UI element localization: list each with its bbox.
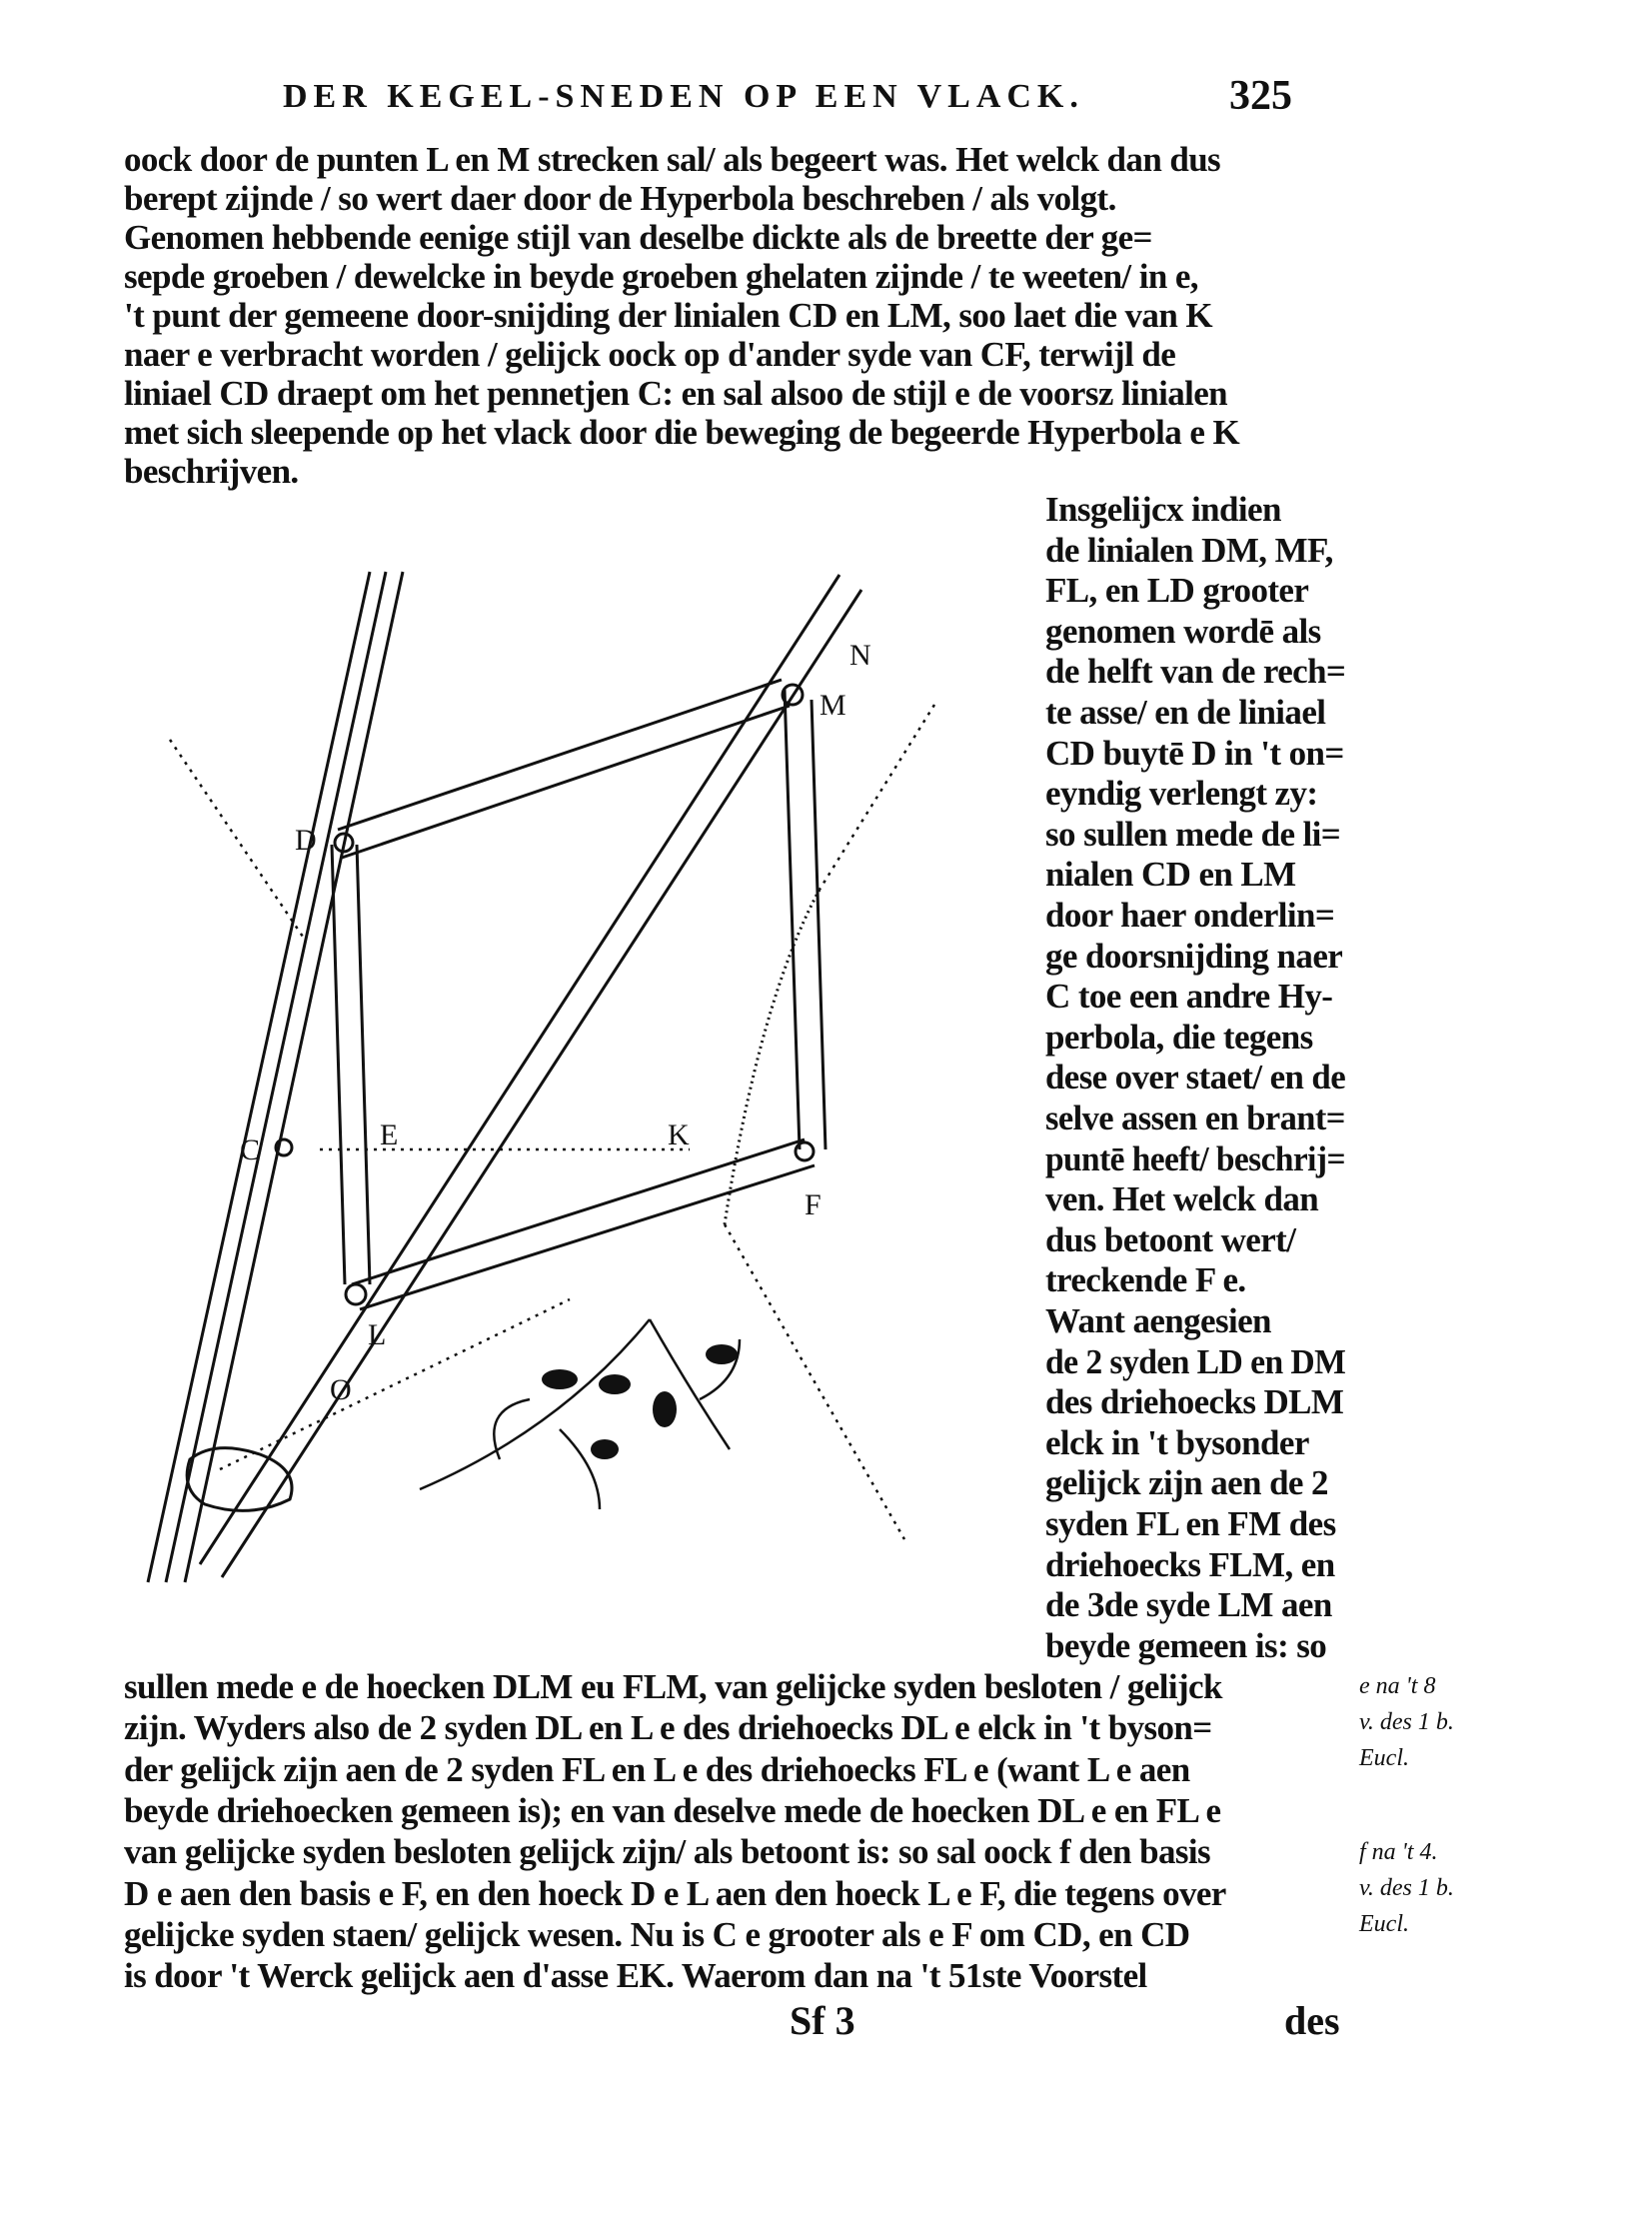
figure-label: L: [368, 1318, 387, 1351]
page-number: 325: [1229, 73, 1292, 119]
text-line: so sullen mede de li=: [1045, 814, 1341, 854]
running-title: DER KEGEL-SNEDEN OP EEN VLACK.: [283, 78, 1084, 115]
text-line: van gelijcke syden besloten gelijck zijn/ als betoont is: so sal oock f den basis: [124, 1832, 1211, 1872]
plant-ornament: [420, 1319, 740, 1509]
text-line: de linialen DM, MF,: [1045, 530, 1333, 570]
bar-dl: [332, 845, 370, 1284]
margin-note-line: v. des 1 b.: [1359, 1875, 1454, 1901]
text-line: de 2 syden LD en DM: [1045, 1341, 1346, 1381]
text-line: dese over staet/ en de: [1045, 1058, 1346, 1098]
figure-label: N: [849, 639, 871, 672]
figure-label: E: [380, 1118, 399, 1151]
text-line: puntē heeft/ beschrij=: [1045, 1138, 1345, 1178]
figure-label: C: [240, 1133, 261, 1166]
text-line: sullen mede e de hoecken DLM eu FLM, van gelijcke syden besloten / gelijck: [124, 1667, 1222, 1706]
text-line: sepde groeben / dewelcke in beyde groeben ghelaten zijnde / te weeten/ in e,: [124, 257, 1198, 296]
text-line: driehoecks FLM, en: [1045, 1544, 1335, 1584]
text-line: eyndig verlengt zy:: [1045, 774, 1318, 814]
text-line: naer e verbracht worden / gelijck oock op d'ander syde van CF, terwijl de: [124, 335, 1176, 374]
text-line: selve assen en brant=: [1045, 1099, 1345, 1137]
text-line: de 3de syde LM aen: [1045, 1585, 1332, 1625]
text-line: beyde gemeen is: so: [1045, 1625, 1327, 1665]
text-line: liniael CD draept om het pennetjen C: en sal alsoo de stijl e de voorsz linialen: [124, 374, 1228, 413]
text-line: syden FL en FM des: [1045, 1504, 1336, 1543]
figure-label: M: [820, 689, 846, 722]
text-line: met sich sleepende op het vlack door die beweging de begeerde Hyperbola e K: [124, 413, 1240, 452]
text-line: genomen wordē als: [1045, 611, 1321, 651]
text-line: CD buytē D in 't on=: [1045, 733, 1344, 773]
text-line: is door 't Werck gelijck aen d'asse EK. Waerom dan na 't 51ste Voorstel: [124, 1956, 1147, 1996]
text-line: Genomen hebbende eenige stijl van deselbe dickte als de breette der ge=: [124, 218, 1152, 257]
catchword: des: [1284, 1998, 1340, 2043]
figure-label: K: [668, 1118, 690, 1151]
text-line: door haer onderlin=: [1045, 896, 1335, 935]
text-line: oock door de punten L en M strecken sal/ als begeert was. Het welck dan dus: [124, 140, 1221, 179]
text-line: nialen CD en LM: [1045, 855, 1296, 895]
text-line: gelijcke syden staen/ gelijck wesen. Nu is C e grooter als e F om CD, en CD: [124, 1914, 1190, 1954]
text-line: D e aen den basis e F, en den hoeck D e L aen den hoeck L e F, die tegens over: [124, 1873, 1226, 1913]
text-line: beschrijven.: [124, 452, 299, 491]
margin-note-line: f na 't 4.: [1359, 1839, 1438, 1865]
pivot-l: [346, 1284, 366, 1304]
ruler-lm: [200, 575, 861, 1577]
text-line: treckende F e.: [1045, 1260, 1246, 1300]
pivot-f: [796, 1142, 814, 1160]
bar-dm: [338, 680, 790, 858]
margin-note-line: Eucl.: [1359, 1745, 1409, 1771]
hyperbola-arc: [725, 890, 820, 1224]
bar-mf: [785, 690, 826, 1149]
text-line: C toe een andre Hy-: [1045, 977, 1333, 1017]
signature-mark: Sf 3: [790, 1998, 855, 2043]
text-line: FL, en LD grooter: [1045, 571, 1309, 611]
text-line: te asse/ en de liniael: [1045, 693, 1326, 732]
text-line: zijn. Wyders also de 2 syden DL en L e des driehoecks DL e elck in 't byson=: [124, 1708, 1212, 1748]
text-line: gelijck zijn aen de 2: [1045, 1463, 1328, 1503]
text-line: elck in 't bysonder: [1045, 1422, 1309, 1462]
text-line: dus betoont wert/: [1045, 1219, 1296, 1259]
text-line: Insgelijcx indien: [1045, 490, 1281, 529]
text-line: ven. Het welck dan: [1045, 1179, 1319, 1219]
figure-label: O: [330, 1373, 352, 1406]
margin-note-line: Eucl.: [1359, 1911, 1409, 1937]
margin-note-line: v. des 1 b.: [1359, 1709, 1454, 1735]
text-line: beyde driehoecken gemeen is); en van deselve mede de hoecken DL e en FL e: [124, 1790, 1221, 1830]
text-line: de helft van de rech=: [1045, 652, 1346, 692]
figure-label: F: [805, 1188, 822, 1221]
figure-label: D: [295, 824, 317, 857]
margin-note-line: e na 't 8: [1359, 1673, 1436, 1699]
text-line: 't punt der gemeene door-snijding der linialen CD en LM, soo laet die van K: [124, 296, 1212, 335]
text-line: der gelijck zijn aen de 2 syden FL en L e des driehoecks FL e (want L e aen: [124, 1749, 1190, 1789]
text-line: ge doorsnijding naer: [1045, 936, 1343, 976]
text-line: perbola, die tegens: [1045, 1017, 1313, 1057]
text-line: des driehoecks DLM: [1045, 1382, 1344, 1422]
text-line: Want aengesien: [1045, 1301, 1271, 1340]
text-line: berept zijnde / so wert daer door de Hyperbola beschreben / als volgt.: [124, 179, 1116, 218]
